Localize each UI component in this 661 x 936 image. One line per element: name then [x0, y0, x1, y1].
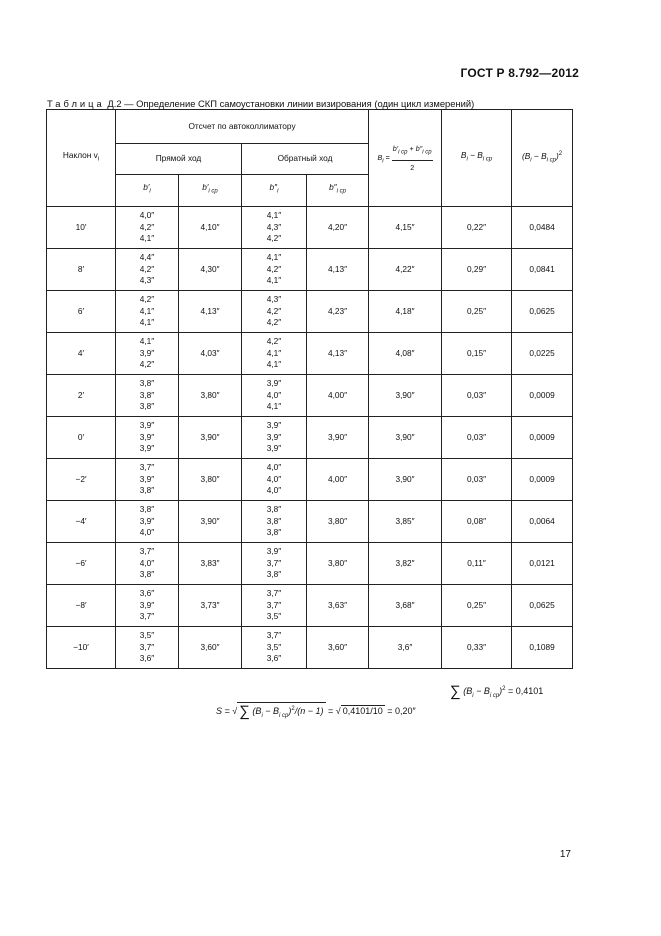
- forward-readings-cell-value: 3,9″: [139, 443, 155, 454]
- header-b-prime: $b'_i$: [116, 175, 179, 207]
- forward-readings-cell-value: 3,8″: [139, 485, 155, 496]
- deviation-cell: 0,25″: [442, 291, 512, 333]
- reverse-readings-cell-value: 3,7″: [266, 630, 282, 641]
- forward-readings-cell-value: 3,9″: [139, 515, 155, 526]
- reverse-average-cell: 3,90″: [307, 417, 369, 459]
- forward-readings-cell: [116, 375, 179, 417]
- squared-deviation-cell: 0,0121: [512, 543, 573, 585]
- forward-readings-cell-value: 3,9″: [139, 431, 155, 442]
- reverse-readings-cell-value: 4,2″: [266, 317, 282, 328]
- forward-readings-cell-value: 3,7″: [139, 641, 155, 652]
- header-mean-formula: $B_i$ = $\frac{b'_{i ср} + b''_{i ср}}{2}$: [369, 110, 442, 207]
- forward-readings-cell: [116, 543, 179, 585]
- squared-deviation-cell: 0,0841: [512, 249, 573, 291]
- table-row: [47, 543, 573, 585]
- tilt-cell: 4′: [47, 333, 116, 375]
- reverse-readings-cell-value: 4,0″: [266, 389, 282, 400]
- reverse-readings-cell-value: 3,8″: [266, 515, 282, 526]
- header-forward-pass: Прямой ход: [116, 144, 242, 175]
- header-b-double-prime-avg: $b''_{i ср}$: [307, 175, 369, 207]
- tilt-cell: −6′: [47, 543, 116, 585]
- reverse-average-cell: 4,13″: [307, 333, 369, 375]
- reverse-readings-cell-value: 3,9″: [266, 546, 282, 557]
- forward-readings-cell: [116, 249, 179, 291]
- forward-readings-cell-value: 3,6″: [139, 653, 155, 664]
- forward-readings-cell-value: 4,1″: [139, 233, 155, 244]
- header-reverse-pass: Обратный ход: [242, 144, 369, 175]
- tilt-cell: −2′: [47, 459, 116, 501]
- table-caption: [47, 98, 474, 109]
- forward-readings-cell: [116, 291, 179, 333]
- forward-average-cell: 3,90″: [179, 501, 242, 543]
- reverse-average-cell: 4,00″: [307, 459, 369, 501]
- header-b-prime-avg: $b'_{i ср}$: [179, 175, 242, 207]
- table-row: [47, 333, 573, 375]
- deviation-cell: 0,11″: [442, 543, 512, 585]
- forward-readings-cell: [116, 501, 179, 543]
- table-row: [47, 501, 573, 543]
- forward-readings-cell: [116, 459, 179, 501]
- tilt-cell: −10′: [47, 627, 116, 669]
- reverse-readings-cell: [242, 333, 307, 375]
- table-caption-prefix: Таблица: [47, 98, 105, 109]
- reverse-readings-cell-value: 4,1″: [266, 210, 282, 221]
- reverse-readings-cell: [242, 291, 307, 333]
- mean-cell: 4,15″: [369, 207, 442, 249]
- forward-average-cell: 3,90″: [179, 417, 242, 459]
- forward-readings-cell-value: 3,7″: [139, 611, 155, 622]
- forward-readings-cell-value: 4,2″: [139, 359, 155, 370]
- header-autocollimator: Отсчет по автоколлиматору: [116, 110, 369, 144]
- reverse-readings-cell: [242, 627, 307, 669]
- forward-readings-cell-value: 4,1″: [139, 336, 155, 347]
- forward-average-cell: 4,10″: [179, 207, 242, 249]
- reverse-readings-cell-value: 4,2″: [266, 305, 282, 316]
- reverse-readings-cell-value: 3,8″: [266, 569, 282, 580]
- deviation-cell: 0,03″: [442, 375, 512, 417]
- reverse-readings-cell-value: 3,7″: [266, 588, 282, 599]
- reverse-average-cell: 4,23″: [307, 291, 369, 333]
- forward-readings-cell-value: 3,8″: [139, 569, 155, 580]
- reverse-average-cell: 3,60″: [307, 627, 369, 669]
- reverse-readings-cell-value: 4,2″: [266, 263, 282, 274]
- reverse-readings-cell: [242, 585, 307, 627]
- reverse-readings-cell: [242, 459, 307, 501]
- forward-readings-cell-value: 4,2″: [139, 263, 155, 274]
- reverse-readings-cell-value: 4,0″: [266, 462, 282, 473]
- reverse-readings-cell-value: 4,3″: [266, 221, 282, 232]
- tilt-cell: −4′: [47, 501, 116, 543]
- forward-readings-cell: [116, 417, 179, 459]
- tilt-cell: 6′: [47, 291, 116, 333]
- squared-deviation-cell: 0,0625: [512, 291, 573, 333]
- reverse-readings-cell-value: 3,8″: [266, 504, 282, 515]
- tilt-cell: 2′: [47, 375, 116, 417]
- mean-cell: 4,08″: [369, 333, 442, 375]
- reverse-readings-cell-value: 3,5″: [266, 641, 282, 652]
- squared-deviation-cell: 0,0064: [512, 501, 573, 543]
- forward-readings-cell: [116, 207, 179, 249]
- forward-readings-cell-value: 3,8″: [139, 389, 155, 400]
- reverse-readings-cell: [242, 417, 307, 459]
- forward-readings-cell-value: 3,9″: [139, 473, 155, 484]
- forward-readings-cell-value: 3,8″: [139, 401, 155, 412]
- table-row: [47, 207, 573, 249]
- reverse-readings-cell-value: 4,2″: [266, 336, 282, 347]
- tilt-cell: 8′: [47, 249, 116, 291]
- forward-readings-cell-value: 4,1″: [139, 305, 155, 316]
- reverse-readings-cell-value: 4,1″: [266, 252, 282, 263]
- reverse-average-cell: 4,13″: [307, 249, 369, 291]
- table-row: [47, 291, 573, 333]
- forward-readings-cell-value: 3,8″: [139, 504, 155, 515]
- reverse-average-cell: 3,63″: [307, 585, 369, 627]
- mean-cell: 3,90″: [369, 375, 442, 417]
- deviation-cell: 0,22″: [442, 207, 512, 249]
- mean-cell: 4,18″: [369, 291, 442, 333]
- reverse-readings-cell-value: 4,2″: [266, 233, 282, 244]
- reverse-readings-cell-value: 3,6″: [266, 653, 282, 664]
- mean-cell: 3,68″: [369, 585, 442, 627]
- squared-deviation-cell: 0,0009: [512, 459, 573, 501]
- squared-deviation-cell: 0,0625: [512, 585, 573, 627]
- table-row: [47, 249, 573, 291]
- deviation-cell: 0,33″: [442, 627, 512, 669]
- table-row: [47, 459, 573, 501]
- header-tilt: Наклон $v_i$: [47, 110, 116, 207]
- forward-readings-cell-value: 3,9″: [139, 347, 155, 358]
- tilt-cell: 10′: [47, 207, 116, 249]
- deviation-cell: 0,03″: [442, 459, 512, 501]
- reverse-readings-cell-value: 3,5″: [266, 611, 282, 622]
- header-deviation: $B_i - B_{i ср}$: [442, 110, 512, 207]
- squared-deviation-cell: 0,0009: [512, 417, 573, 459]
- forward-readings-cell-value: 4,3″: [139, 275, 155, 286]
- reverse-readings-cell-value: 4,1″: [266, 401, 282, 412]
- mean-cell: 3,85″: [369, 501, 442, 543]
- table-row: [47, 417, 573, 459]
- forward-readings-cell-value: 4,2″: [139, 294, 155, 305]
- reverse-readings-cell: [242, 375, 307, 417]
- forward-average-cell: 3,80″: [179, 375, 242, 417]
- forward-readings-cell-value: 3,9″: [139, 420, 155, 431]
- reverse-readings-cell-value: 4,3″: [266, 294, 282, 305]
- forward-average-cell: 3,73″: [179, 585, 242, 627]
- forward-average-cell: 3,83″: [179, 543, 242, 585]
- squared-deviation-cell: 0,0009: [512, 375, 573, 417]
- forward-readings-cell-value: 4,1″: [139, 317, 155, 328]
- forward-readings-cell: [116, 333, 179, 375]
- mean-cell: 3,6″: [369, 627, 442, 669]
- reverse-readings-cell-value: 3,7″: [266, 557, 282, 568]
- document-standard-number: ГОСТ Р 8.792—2012: [460, 66, 579, 80]
- table-caption-text: Д.2 — Определение СКП самоустановки линии визирования (один цикл измерений): [107, 98, 475, 109]
- header-squared-deviation: $(B_i - B_{i ср})^2$: [512, 110, 573, 207]
- squared-deviation-cell: 0,0484: [512, 207, 573, 249]
- mean-cell: 3,90″: [369, 459, 442, 501]
- reverse-readings-cell-value: 4,1″: [266, 275, 282, 286]
- deviation-cell: 0,25″: [442, 585, 512, 627]
- forward-readings-cell-value: 3,6″: [139, 588, 155, 599]
- table-row: [47, 627, 573, 669]
- table-row: [47, 585, 573, 627]
- forward-readings-cell-value: 3,5″: [139, 630, 155, 641]
- deviation-cell: 0,15″: [442, 333, 512, 375]
- header-b-double-prime: $b''_i$: [242, 175, 307, 207]
- reverse-average-cell: 4,00″: [307, 375, 369, 417]
- forward-readings-cell: [116, 627, 179, 669]
- reverse-average-cell: 3,80″: [307, 501, 369, 543]
- reverse-readings-cell: [242, 501, 307, 543]
- forward-readings-cell-value: 4,4″: [139, 252, 155, 263]
- squared-deviation-cell: 0,1089: [512, 627, 573, 669]
- standard-deviation-formula: S = √ ∑ $(B_i - B_{i ср})^2/(n - 1)$ = √ 0,4101/10 = 0,20″: [216, 703, 416, 720]
- forward-readings-cell-value: 3,7″: [139, 462, 155, 473]
- reverse-average-cell: 4,20″: [307, 207, 369, 249]
- forward-readings-cell-value: 3,8″: [139, 378, 155, 389]
- forward-average-cell: 4,13″: [179, 291, 242, 333]
- deviation-cell: 0,08″: [442, 501, 512, 543]
- table-row: [47, 375, 573, 417]
- reverse-readings-cell-value: 4,0″: [266, 473, 282, 484]
- forward-average-cell: 4,03″: [179, 333, 242, 375]
- squared-deviation-cell: 0,0225: [512, 333, 573, 375]
- reverse-readings-cell-value: 3,8″: [266, 527, 282, 538]
- forward-average-cell: 3,60″: [179, 627, 242, 669]
- reverse-readings-cell-value: 3,9″: [266, 378, 282, 389]
- sum-of-squares: ∑ $(B_i - B_{i ср})^2 = 0,4101$: [450, 683, 544, 700]
- deviation-cell: 0,03″: [442, 417, 512, 459]
- reverse-readings-cell-value: 4,1″: [266, 347, 282, 358]
- reverse-readings-cell: [242, 249, 307, 291]
- page-number: 17: [559, 849, 571, 860]
- reverse-readings-cell-value: 3,7″: [266, 599, 282, 610]
- forward-average-cell: 4,30″: [179, 249, 242, 291]
- reverse-readings-cell: [242, 207, 307, 249]
- mean-cell: 3,82″: [369, 543, 442, 585]
- forward-readings-cell-value: 4,0″: [139, 210, 155, 221]
- reverse-readings-cell-value: 4,1″: [266, 359, 282, 370]
- mean-cell: 3,90″: [369, 417, 442, 459]
- reverse-readings-cell-value: 3,9″: [266, 420, 282, 431]
- forward-readings-cell-value: 4,0″: [139, 527, 155, 538]
- tilt-cell: −8′: [47, 585, 116, 627]
- forward-readings-cell-value: 3,9″: [139, 599, 155, 610]
- reverse-readings-cell-value: 4,0″: [266, 485, 282, 496]
- reverse-readings-cell-value: 3,9″: [266, 443, 282, 454]
- tilt-cell: 0′: [47, 417, 116, 459]
- measurement-table: [46, 109, 573, 669]
- forward-average-cell: 3,80″: [179, 459, 242, 501]
- forward-readings-cell: [116, 585, 179, 627]
- forward-readings-cell-value: 4,2″: [139, 221, 155, 232]
- reverse-readings-cell: [242, 543, 307, 585]
- reverse-readings-cell-value: 3,9″: [266, 431, 282, 442]
- mean-cell: 4,22″: [369, 249, 442, 291]
- forward-readings-cell-value: 3,7″: [139, 546, 155, 557]
- deviation-cell: 0,29″: [442, 249, 512, 291]
- forward-readings-cell-value: 4,0″: [139, 557, 155, 568]
- reverse-average-cell: 3,80″: [307, 543, 369, 585]
